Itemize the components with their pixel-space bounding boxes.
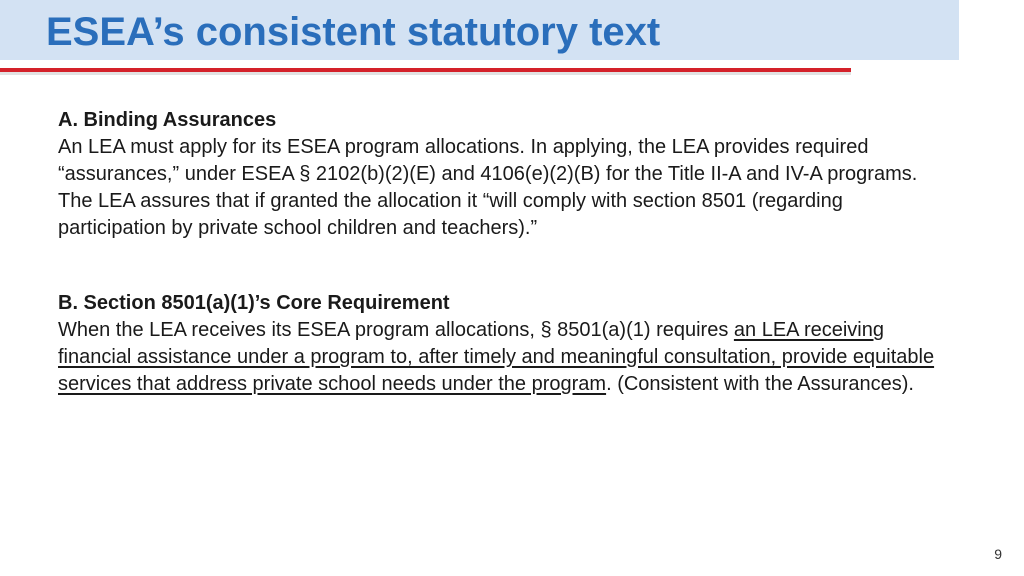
section-b-body-intro: When the LEA receives its ESEA program allocations, § 8501(a)(1) requires	[58, 319, 734, 341]
section-a-body: An LEA must apply for its ESEA program allocations. In applying, the LEA provides required “assurances,” under ESEA § 2102(b)(2)(E) and 4106(e)(2)(B) for the Title II-A and IV-A programs. The LEA assures that if granted the allocation it “will comply with section 8501 (regarding participation by private school children and teachers).”	[58, 136, 918, 239]
section-b-underlined-requirement: an LEA receiving financial assistance under a program to, after timely and meaningful consultation, provide equitable services that address private school needs under the program	[58, 319, 935, 395]
title-underline-shadow	[0, 72, 851, 75]
section-core-requirement	[58, 290, 948, 398]
section-binding-assurances	[58, 107, 948, 242]
section-b-body	[58, 317, 948, 398]
slide-title: ESEA’s consistent statutory text	[46, 10, 661, 54]
section-a-heading: A. Binding Assurances	[58, 109, 277, 131]
page-number: 9	[994, 546, 1002, 562]
section-b-heading: B. Section 8501(a)(1)’s Core Requirement	[58, 292, 450, 314]
section-b-body-outro: . (Consistent with the Assurances).	[606, 373, 914, 395]
